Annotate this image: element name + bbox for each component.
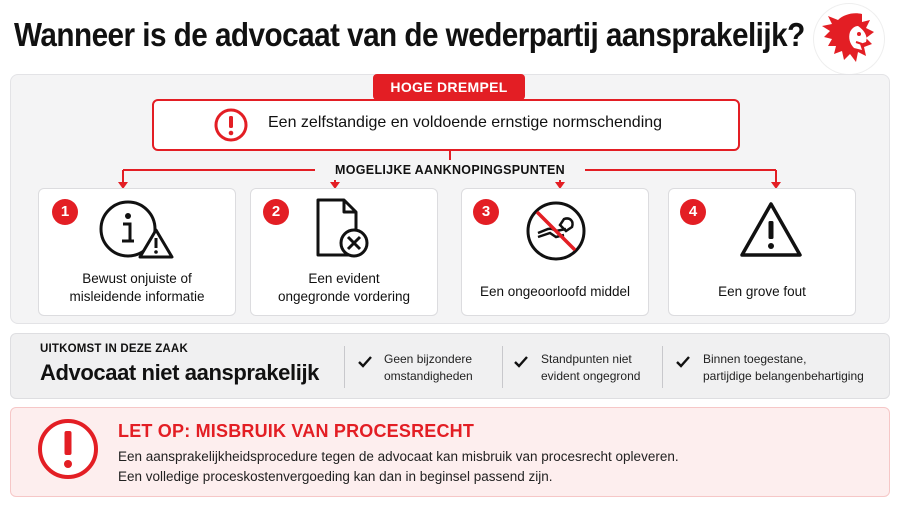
warning-text: Een aansprakelijkheidsprocedure tegen de advocaat kan misbruik van procesrecht opleveren. bbox=[118, 449, 679, 464]
outcome-label: UITKOMST IN DEZE ZAAK bbox=[40, 343, 188, 355]
outcome-verdict: Advocaat niet aansprakelijk bbox=[40, 360, 319, 385]
warning-title: LET OP: MISBRUIK VAN PROCESRECHT bbox=[118, 421, 475, 441]
exclamation-circle-icon bbox=[36, 417, 100, 481]
divider bbox=[502, 346, 503, 388]
divider bbox=[662, 346, 663, 388]
info-warning-icon bbox=[98, 197, 178, 266]
card-label: Bewust onjuiste of misleidende informatie bbox=[69, 271, 205, 304]
threshold-text: Een zelfstandige en voldoende ernstige normschending bbox=[268, 114, 663, 131]
card-label: Een ongeoorloofd middel bbox=[479, 284, 631, 299]
card-number: 2 bbox=[263, 199, 289, 225]
exclamation-circle-icon bbox=[214, 108, 248, 142]
outcome-reason: Binnen toegestane, partijdige belangenbehartiging bbox=[703, 352, 864, 383]
divider bbox=[344, 346, 345, 388]
checkmark-icon bbox=[676, 355, 690, 373]
card-number: 3 bbox=[473, 199, 499, 225]
warning-triangle-icon bbox=[739, 201, 803, 264]
outcome-reason: Standpunten niet evident ongegrond bbox=[541, 352, 641, 383]
card-label: Een evident ongegronde vordering bbox=[277, 271, 411, 304]
outcome-reason: Geen bijzondere omstandigheden bbox=[384, 352, 473, 383]
document-cross-icon bbox=[314, 197, 374, 266]
connectors-label: MOGELIJKE AANKNOPINGSPUNTEN bbox=[315, 160, 585, 180]
threshold-badge: HOGE DREMPEL bbox=[373, 74, 525, 100]
card-number: 1 bbox=[52, 199, 78, 225]
warning-text: Een volledige proceskostenvergoeding kan dan in beginsel passend zijn. bbox=[118, 469, 553, 484]
forbidden-tool-icon bbox=[524, 199, 588, 268]
checkmark-icon bbox=[514, 355, 528, 373]
page-title: Wanneer is de advocaat van de wederpartij aansprakelijk? bbox=[14, 16, 805, 53]
card-number: 4 bbox=[680, 199, 706, 225]
card-label: Een grove fout bbox=[718, 284, 806, 299]
checkmark-icon bbox=[358, 355, 372, 373]
